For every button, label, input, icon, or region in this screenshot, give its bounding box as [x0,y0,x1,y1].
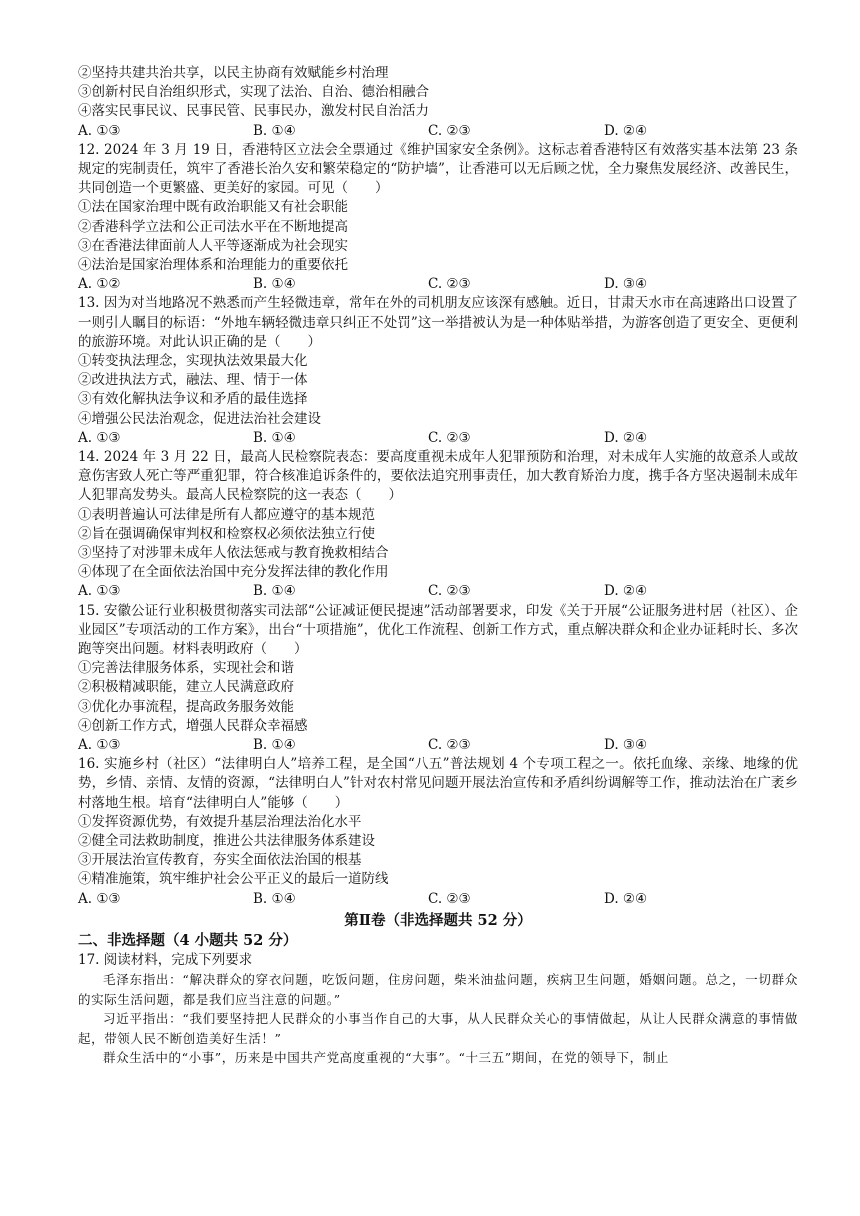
option-d: D. ②④ [604,890,648,907]
option-a: A. ①③ [78,122,121,139]
choice-item: ②香港科学立法和公正司法水平在不断地提高 [78,218,348,235]
choice-item: ③优化办事流程，提高政务服务效能 [78,698,294,715]
material-paragraph: 群众生活中的“小事”，历来是中国共产党高度重视的“大事”。“十三五”期间，在党的领导下，制止 [103,1050,669,1066]
option-d: D. ②④ [604,583,648,600]
option-a: A. ①③ [78,583,121,600]
choice-item: ④创新工作方式，增强人民群众幸福感 [78,717,308,734]
option-c: C. ②③ [428,276,471,293]
choice-item: ①法在国家治理中既有政治职能又有社会职能 [78,199,348,216]
choice-item: ②积极精减职能，建立人民满意政府 [78,679,294,696]
option-c: C. ②③ [428,429,471,446]
option-a: A. ①③ [78,890,121,907]
question-stem: 14. 2024 年 3 月 22 日，最高人民检察院表态：要高度重视未成年人犯罪预防和治理，对未成年人实施的故意杀人或故意伤害致人死亡等严重犯罪，符合核准追诉条件的，要依法追究刑事责任，加大教育矫治力度，携手各方坚决遏制未成年人犯罪高发势头。最高人民检察院的这一表态（ ） [78,449,798,504]
option-b: B. ①④ [253,429,296,446]
choice-item: ③在香港法律面前人人平等逐渐成为社会现实 [78,237,348,254]
question-16 [78,755,798,909]
question-stem: 15. 安徽公证行业积极贯彻落实司法部“公证减证便民提速”活动部署要求，印发《关于开展“公证服务进村居（社区）、企业园区”专项活动的工作方案》，出台“十项措施”，优化工作流程、创新工作方式，重点解决群众和企业办证耗时长、多次跑等突出问题。材料表明政府（ ） [78,602,798,658]
choice-item: ④精准施策，筑牢维护社会公平正义的最后一道防线 [78,871,389,888]
answer-options [78,429,798,448]
option-a: A. ①③ [78,737,121,754]
choice-item: ①完善法律服务体系，实现社会和谐 [78,660,294,677]
option-d: D. ②④ [604,122,648,139]
answer-options [78,736,798,755]
choice-item: ④落实民事民议、民事民管、民事民办，激发村民自治活力 [78,103,429,120]
option-a: A. ①② [78,276,121,293]
question-12 [78,141,798,295]
option-a: A. ①③ [78,429,121,446]
question-17 [78,951,798,1068]
option-b: B. ①④ [253,890,296,907]
choice-item: ①表明普遍认可法律是所有人都应遵守的基本规范 [78,506,375,523]
choice-item: ④体现了在全面依法治国中充分发挥法律的教化作用 [78,564,389,581]
option-c: C. ②③ [428,737,471,754]
question-stem: 13. 因为对当地路况不熟悉而产生轻微违章，常年在外的司机朋友应该深有感触。近日，甘肃天水市在高速路出口设置了一则引人瞩目的标语：“外地车辆轻微违章只纠正不处罚”这一举措被认为是一种体贴举措，为游客创造了更安全、更便利的旅游环境。对此认识正确的是（ ） [78,295,798,350]
option-b: B. ①④ [253,122,296,139]
choice-item: ②健全司法救助制度，推进公共法律服务体系建设 [78,833,375,850]
question-stem: 12. 2024 年 3 月 19 日，香港特区立法会全票通过《维护国家安全条例》。这标志着香港特区有效落实基本法第 23 条规定的宪制责任，筑牢了香港长治久安和繁荣稳定的“防护墙”，让香港可以无后顾之忧，全力聚焦发展经济、改善民生，共同创造一个更繁盛、更美好的家园。可见（ ） [78,141,798,197]
question-14 [78,448,798,602]
option-b: B. ①④ [253,276,296,293]
choice-item: ③坚持了对涉罪未成年人依法惩戒与教育挽救相结合 [78,545,389,562]
choice-item: ②旨在强调确保审判权和检察权必须依法独立行使 [78,525,375,542]
choice-item: ④法治是国家治理体系和治理能力的重要依托 [78,257,348,274]
choice-item: ②坚持共建共治共享，以民主协商有效赋能乡村治理 [78,65,389,81]
option-c: C. ②③ [428,583,471,600]
question-13 [78,294,798,448]
answer-options [78,122,798,141]
exam-page [78,64,798,1068]
answer-options [78,275,798,294]
question-15 [78,602,798,756]
option-d: D. ③④ [604,737,648,754]
choice-item: ③开展法治宣传教育，夯实全面依法治国的根基 [78,852,362,869]
choice-item: ③创新村民自治组织形式，实现了法治、自治、德治相融合 [78,84,429,101]
option-d: D. ③④ [604,276,648,293]
option-c: C. ②③ [428,122,471,139]
material-paragraph: 毛泽东指出：“解决群众的穿衣问题，吃饭问题，住房问题，柴米油盐问题，疾病卫生问题，婚姻问题。总之，一切群众的实际生活问题，都是我们应当注意的问题。” [78,972,798,1007]
question-stem: 16. 实施乡村（社区）“法律明白人”培养工程，是全国“八五”普法规划 4 个专项工程之一。依托血缘、亲缘、地缘的优势，乡情、亲情、友情的资源，“法律明白人”针对农村常见问题开展法治宣传和矛盾纠纷调解等工作，推动法治在广袤乡村落地生根。培育“法律明白人”能够（ ） [78,756,798,811]
question-intro: 17. 阅读材料，完成下列要求 [78,951,253,968]
choice-item: ③有效化解执法争议和矛盾的最佳选择 [78,391,308,408]
q11-tail [78,64,798,141]
choice-item: ①发挥资源优势，有效提升基层治理法治化水平 [78,813,362,830]
section-heading: 二、非选择题（4 小题共 52 分） [78,931,298,949]
material-paragraph: 习近平指出：“我们要坚持把人民群众的小事当作自己的大事，从人民群众关心的事情做起，从让人民群众满意的事情做起，带领人民不断创造美好生活！” [78,1011,798,1046]
option-d: D. ②④ [604,429,648,446]
volume-title: 第Ⅱ卷（非选择题共 52 分） [344,911,532,929]
option-b: B. ①④ [253,583,296,600]
choice-item: ②改进执法方式，融法、理、情于一体 [78,372,308,389]
choice-item: ④增强公民法治观念，促进法治社会建设 [78,410,321,427]
option-b: B. ①④ [253,737,296,754]
answer-options [78,582,798,601]
choice-item: ①转变执法理念，实现执法效果最大化 [78,353,308,370]
answer-options [78,890,798,909]
option-c: C. ②③ [428,890,471,907]
